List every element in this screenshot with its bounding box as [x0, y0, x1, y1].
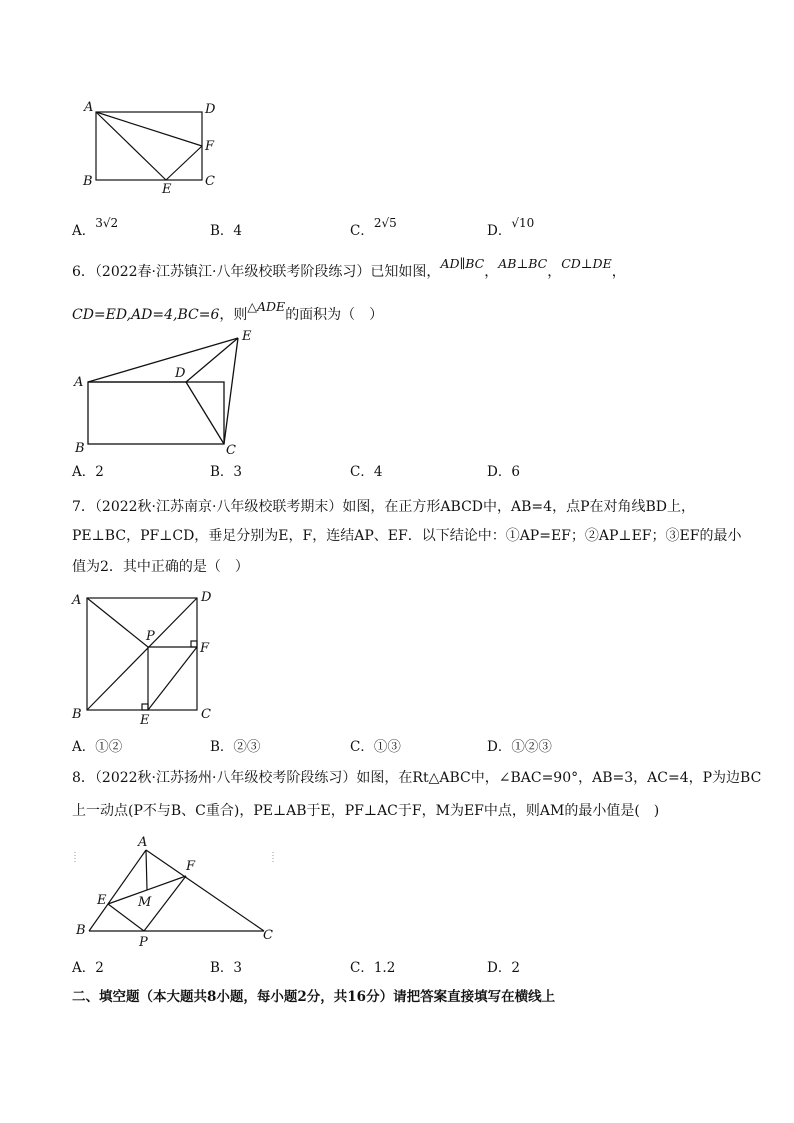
fig5-label-e: E: [162, 182, 172, 197]
figure-q7-square: [70, 585, 220, 727]
q6-stem-line2: CD=ED,AD=4,BC=6，则△ADE的面积为（ ）: [72, 299, 384, 323]
q7-option-b[interactable]: B．②③: [210, 739, 261, 755]
fig5-label-f: F: [205, 139, 215, 154]
figure-q8-triangle: [70, 832, 290, 950]
fig7-label-f: F: [200, 641, 210, 656]
q7-stem-line3: 值为2．其中正确的是（ ）: [72, 559, 249, 575]
q5-option-c-value: 2√5: [373, 216, 397, 230]
q5-option-d[interactable]: D．√10: [487, 216, 535, 239]
q6-option-c[interactable]: C．4: [350, 464, 383, 480]
fig6-label-e: E: [242, 329, 252, 344]
fig8-label-a: A: [138, 835, 148, 850]
q6-option-b[interactable]: B．3: [210, 464, 243, 480]
q8-option-c[interactable]: C．1.2: [350, 960, 396, 976]
q6-option-a[interactable]: A．2: [72, 464, 104, 480]
q8-option-a[interactable]: A．2: [72, 960, 104, 976]
q5-option-c[interactable]: C．2√5: [350, 216, 397, 239]
fig7-label-c: C: [201, 707, 211, 722]
fig7-label-a: A: [72, 593, 82, 608]
q7-option-d[interactable]: D．①②③: [487, 739, 552, 755]
fig6-label-a: A: [74, 375, 84, 390]
fig8-label-p: P: [139, 935, 148, 950]
fig5-label-b: B: [83, 174, 93, 189]
fig5-label-d: D: [205, 102, 216, 117]
fig7-label-d: D: [201, 590, 212, 605]
figure-q6-trapezoid: [70, 326, 270, 458]
q5-option-a-value: 3√2: [95, 216, 119, 230]
q7-stem-line2: PE⊥BC，PF⊥CD，垂足分别为E，F，连结AP、EF．以下结论中：①AP=EF；②AP⊥EF；③EF的最小: [72, 528, 742, 544]
fig7-label-p: P: [146, 629, 155, 644]
q5-option-b-value: 4: [233, 223, 243, 239]
fig7-label-b: B: [72, 707, 82, 722]
fig8-label-b: B: [76, 923, 86, 938]
q8-stem-line1: 8．（2022秋·江苏扬州·八年级校考阶段练习）如图，在Rt△ABC中，∠BAC=90°，AB=3，AC=4，P为边BC: [72, 770, 762, 786]
fig8-label-c: C: [263, 928, 273, 943]
fig5-label-c: C: [205, 174, 215, 189]
fig8-label-e: E: [97, 893, 107, 908]
fig8-label-m: M: [138, 895, 152, 910]
q8-option-b[interactable]: B．3: [210, 960, 243, 976]
q8-option-d[interactable]: D．2: [487, 960, 520, 976]
q6-stem-line1: 6．（2022春·江苏镇江·八年级校联考阶段练习）已知如图，AD∥BC，AB⊥BC，CD⊥DE，: [72, 256, 626, 280]
q7-option-a[interactable]: A．①②: [72, 739, 123, 755]
fig6-label-c: C: [226, 443, 236, 458]
q5-option-d-value: √10: [511, 216, 535, 230]
fig6-label-b: B: [75, 441, 85, 456]
q5-option-a[interactable]: A．3√2: [72, 216, 119, 239]
section2-heading: 二、填空题（本大题共8小题，每小题2分，共16分）请把答案直接填写在横线上: [72, 989, 556, 1005]
fig5-label-a: A: [84, 100, 94, 115]
q7-stem-line1: 7．（2022秋·江苏南京·八年级校联考期末）如图，在正方形ABCD中，AB=4，点P在对角线BD上，: [72, 499, 695, 515]
q5-option-b[interactable]: B．4: [210, 223, 243, 239]
q8-stem-line2: 上一动点(P不与B、C重合)，PE⊥AB于E，PF⊥AC于F，M为EF中点，则AM的最小值是( ): [72, 803, 660, 819]
q6-option-d[interactable]: D．6: [487, 464, 520, 480]
fig6-label-d: D: [175, 366, 186, 381]
q7-option-c[interactable]: C．①③: [350, 739, 401, 755]
fig8-label-f: F: [186, 859, 196, 874]
fig7-label-e: E: [140, 713, 150, 727]
figure-q5-rectangle: [80, 98, 220, 198]
